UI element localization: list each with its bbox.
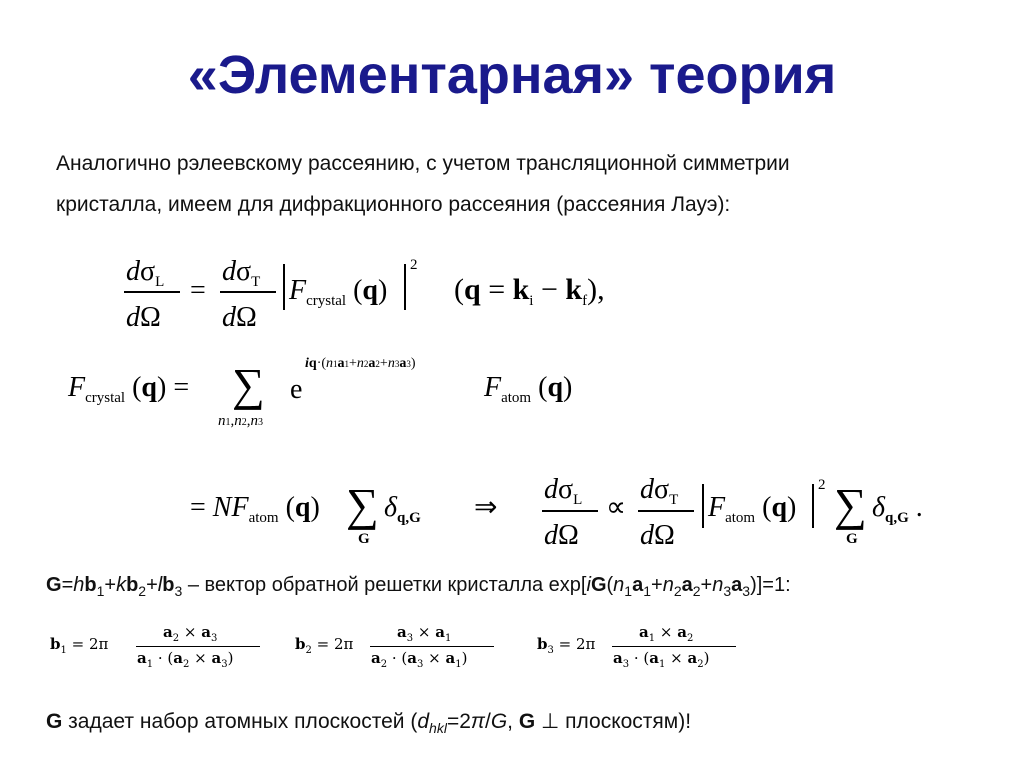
eq1-rhs-fraction-line <box>220 291 276 293</box>
eq1-lhs-fraction-line <box>124 291 180 293</box>
intro-line-2: кристалла, имеем для дифракционного рассеяния (рассеяния Лауэ): <box>56 193 731 216</box>
bottom-text: задает набор атомных плоскостей ( <box>62 710 418 733</box>
eq3-implies-arrow: ⇒ <box>474 492 498 523</box>
eq2-exp-power: iq·(n1a1+n2a2+n3a3) <box>305 356 416 371</box>
eq2-sum-symbol: ∑ <box>232 359 265 410</box>
eq3-lhs: = $NF_{atom}$ (q) <box>190 492 320 526</box>
bottom-statement: G задает набор атомных плоскостей ($d_{hkl}=2\pi/G$, G ⊥ плоскостям)! <box>46 710 692 737</box>
bottom-tail: плоскостям)! <box>559 710 692 733</box>
eq1-equals: = <box>190 275 206 306</box>
eq3-abs-right <box>812 484 814 528</box>
eq3-sum-symbol-2: ∑ <box>834 479 867 530</box>
eq1-abs-right <box>404 264 406 310</box>
intro-paragraph <box>56 143 996 225</box>
eq3-proportional: ∝ <box>606 492 627 523</box>
eq1-lhs-denominator: dΩ <box>126 302 161 333</box>
eq3-rhs-numerator: $d\sigma_T$ <box>640 474 679 508</box>
slide-title: «Элементарная» теория <box>187 45 837 105</box>
reciprocal-vector-tail: )]=1: <box>750 574 791 596</box>
eq1-exponent: 2 <box>410 257 418 273</box>
eq2-f-atom: $F_{atom}$ (q) <box>484 372 573 406</box>
eq3-sum-index-1: G <box>358 531 370 547</box>
eq3-sum-symbol-1: ∑ <box>346 479 379 530</box>
eq3-lhs-numerator: $d\sigma_L$ <box>544 474 583 508</box>
eq3-rhs-fraction-line <box>638 510 694 512</box>
intro-line-1: Аналогично рэлеевскому рассеянию, с учетом трансляционной симметрии <box>56 152 790 175</box>
eq1-abs-left <box>283 264 285 310</box>
eq2-sum-index: n1,n2,n3 <box>218 413 263 429</box>
eq2-f-crystal: $F_{crystal}$ (q) = <box>68 372 190 406</box>
eq3-exponent: 2 <box>818 477 826 493</box>
eq1-rhs-denominator: dΩ <box>222 302 257 333</box>
eq1-lhs-numerator: $d\sigma_L$ <box>126 256 165 290</box>
eq3-lhs-fraction-line <box>542 510 598 512</box>
reciprocal-vector-text: – вектор обратной решетки кристалла exp[ <box>187 574 587 596</box>
eq1-f-crystal: $F_{crystal}$ (q) <box>289 275 388 309</box>
eq3-abs-left <box>702 484 704 528</box>
eq3-f-atom: $F_{atom}$ (q) <box>708 492 797 526</box>
eq3-delta-1: $\delta_{q,G}$ <box>384 492 421 526</box>
bottom-g: G <box>46 710 63 733</box>
eq3-sum-index-2: G <box>846 531 858 547</box>
eq3-rhs-denominator: dΩ <box>640 520 675 551</box>
eq1-q-definition: $(q = k_i - k_f)$, <box>454 273 605 309</box>
reciprocal-vector-line: $G=hb_1+kb_2+lb_3$ – вектор обратной решетки кристалла $\exp[iG(n_1a_1+n_2a_2+n_3a_3)]=1$: <box>46 574 791 599</box>
eq1-rhs-numerator: $d\sigma_T$ <box>222 256 261 290</box>
eq2-exp-base: e <box>290 374 303 405</box>
eq3-lhs-denominator: dΩ <box>544 520 579 551</box>
eq3-delta-2: $\delta_{q,G}$ . <box>872 492 923 526</box>
